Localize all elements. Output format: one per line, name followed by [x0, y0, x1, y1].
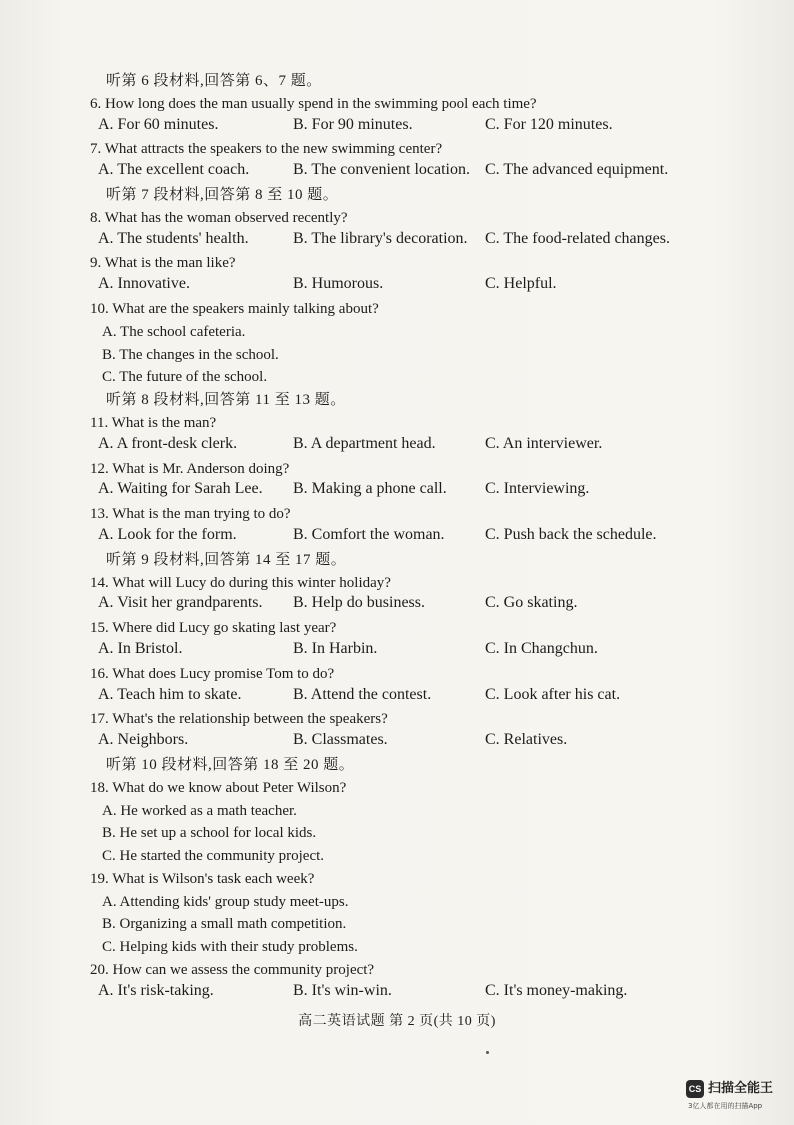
option-a: A. He worked as a math teacher.	[102, 802, 297, 819]
option-b: B. The library's decoration.	[293, 229, 468, 247]
question-6: 6. How long does the man usually spend in the swimming pool each time?	[90, 95, 537, 112]
option-c: C. For 120 minutes.	[485, 115, 613, 133]
options-15	[90, 640, 730, 663]
option-b: B. He set up a school for local kids.	[102, 825, 317, 842]
options-13	[90, 526, 730, 549]
scanner-watermark	[686, 1080, 794, 1116]
option-b: B. In Harbin.	[293, 639, 378, 657]
option-a: A. A front-desk clerk.	[98, 434, 238, 452]
question-19: 19. What is Wilson's task each week?	[90, 870, 315, 887]
question-9: 9. What is the man like?	[90, 255, 236, 272]
option-b: B. Making a phone call.	[293, 480, 447, 498]
option-c: C. Helping kids with their study problems.	[102, 939, 358, 956]
option-c: C. The food-related changes.	[485, 229, 670, 247]
options-14	[90, 594, 730, 617]
option-c: C. Relatives.	[485, 731, 568, 749]
option-c: C. It's money-making.	[485, 981, 628, 999]
options-20	[90, 982, 730, 1005]
options-9	[90, 275, 730, 298]
option-b: B. Humorous.	[293, 275, 384, 293]
option-c: C. The future of the school.	[102, 369, 268, 386]
option-b: B. Organizing a small math competition.	[102, 916, 347, 933]
option-b: B. A department head.	[293, 434, 436, 452]
option-a: A. Look for the form.	[98, 525, 237, 543]
section-heading-6: 听第 6 段材料,回答第 6、7 题。	[106, 73, 322, 89]
option-b: B. Help do business.	[293, 594, 425, 612]
question-list	[90, 70, 730, 1005]
section-heading-8: 听第 8 段材料,回答第 11 至 13 题。	[106, 392, 346, 409]
option-c: C. Interviewing.	[485, 480, 590, 498]
page-footer: 高二英语试题 第 2 页(共 10 页)	[298, 1014, 496, 1029]
section-heading-9: 听第 9 段材料,回答第 14 至 17 题。	[106, 551, 347, 568]
option-a: A. Neighbors.	[98, 731, 189, 749]
option-b: B. Classmates.	[293, 731, 388, 749]
option-a: A. Visit her grandparents.	[98, 594, 263, 612]
question-20: 20. How can we assess the community project?	[90, 962, 375, 979]
option-a: A. The excellent coach.	[98, 161, 250, 179]
option-a: A. Teach him to skate.	[98, 685, 242, 703]
option-a: A. In Bristol.	[98, 639, 183, 657]
option-c: C. He started the community project.	[102, 848, 325, 865]
option-a: A. Innovative.	[98, 275, 190, 293]
option-b: B. The convenient location.	[293, 161, 470, 179]
option-a: A. The students' health.	[98, 229, 249, 247]
question-18: 18. What do we know about Peter Wilson?	[90, 779, 347, 796]
option-b: B. The changes in the school.	[102, 346, 279, 363]
option-c: C. Push back the schedule.	[485, 525, 657, 543]
question-10: 10. What are the speakers mainly talking about?	[90, 300, 379, 317]
options-11	[90, 435, 730, 458]
option-b: B. Attend the contest.	[293, 685, 432, 703]
question-12: 12. What is Mr. Anderson doing?	[90, 460, 290, 477]
options-8	[90, 230, 730, 253]
ink-dot	[486, 1051, 489, 1054]
option-c: C. Go skating.	[485, 594, 578, 612]
options-6	[90, 116, 730, 139]
option-a: A. Attending kids' group study meet-ups.	[102, 893, 349, 910]
question-17: 17. What's the relationship between the speakers?	[90, 711, 388, 728]
section-heading-10: 听第 10 段材料,回答第 18 至 20 题。	[106, 756, 355, 773]
question-14: 14. What will Lucy do during this winter holiday?	[90, 574, 391, 591]
camscanner-logo-icon: CS	[686, 1080, 704, 1098]
question-16: 16. What does Lucy promise Tom to do?	[90, 665, 335, 682]
options-16	[90, 686, 730, 709]
option-a: A. For 60 minutes.	[98, 115, 219, 133]
options-7	[90, 161, 730, 184]
section-heading-7: 听第 7 段材料,回答第 8 至 10 题。	[106, 186, 339, 203]
option-a: A. Waiting for Sarah Lee.	[98, 480, 263, 498]
option-a: A. It's risk-taking.	[98, 981, 214, 999]
question-7: 7. What attracts the speakers to the new swimming center?	[90, 141, 443, 158]
option-c: C. In Changchun.	[485, 639, 598, 657]
option-c: C. The advanced equipment.	[485, 161, 669, 179]
option-c: C. Look after his cat.	[485, 685, 621, 703]
option-a: A. The school cafeteria.	[102, 323, 246, 340]
option-c: C. An interviewer.	[485, 434, 603, 452]
watermark-subtitle: 3亿人都在用的扫描App	[688, 1102, 763, 1110]
option-c: C. Helpful.	[485, 275, 557, 293]
watermark-title: 扫描全能王	[708, 1081, 774, 1096]
question-13: 13. What is the man trying to do?	[90, 506, 291, 523]
option-b: B. It's win-win.	[293, 981, 392, 999]
question-11: 11. What is the man?	[90, 414, 217, 431]
option-b: B. Comfort the woman.	[293, 525, 445, 543]
question-15: 15. Where did Lucy go skating last year?	[90, 620, 337, 637]
options-17	[90, 731, 730, 754]
options-12	[90, 480, 730, 503]
option-b: B. For 90 minutes.	[293, 115, 413, 133]
question-8: 8. What has the woman observed recently?	[90, 209, 348, 226]
